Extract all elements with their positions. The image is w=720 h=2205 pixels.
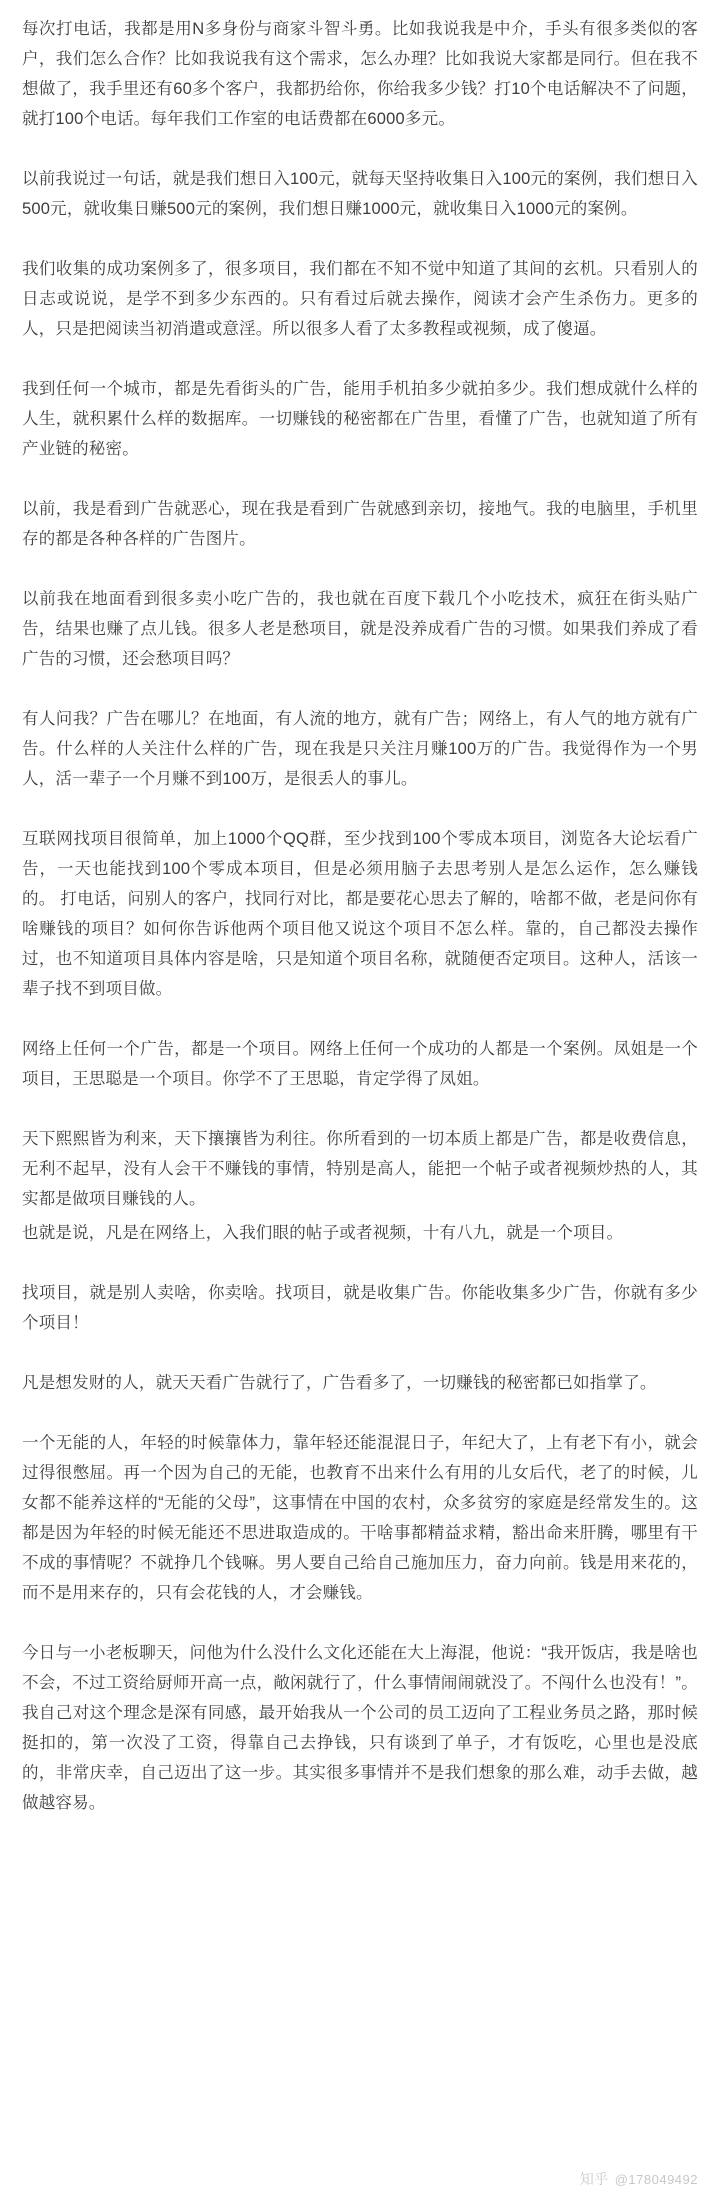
paragraph: 我到任何一个城市，都是先看街头的广告，能用手机拍多少就拍多少。我们想成就什么样的人生，就积累什么样的数据库。一切赚钱的秘密都在广告里，看懂了广告，也就知道了所有产业链的秘密。 <box>22 380 698 458</box>
watermark-user-id: @178049492 <box>614 2171 698 2187</box>
paragraph: 凡是想发财的人，就天天看广告就行了，广告看多了，一切赚钱的秘密都已如指掌了。 <box>22 1374 657 1392</box>
paragraph: 有人问我？广告在哪儿？在地面，有人流的地方，就有广告；网络上，有人气的地方就有广告。什么样的人关注什么样的广告，现在我是只关注月赚100万的广告。我觉得作为一个男人，活一辈子一个月赚不到100万，是很丢人的事儿。 <box>22 710 698 788</box>
paragraph: 我们收集的成功案例多了，很多项目，我们都在不知不觉中知道了其间的玄机。只看别人的日志或说说，是学不到多少东西的。只有看过后就去操作，阅读才会产生杀伤力。更多的人，只是把阅读当初消遣或意淫。所以很多人看了太多教程或视频，成了傻逼。 <box>22 260 698 338</box>
watermark <box>580 2169 698 2189</box>
paragraph: 互联网找项目很简单，加上1000个QQ群，至少找到100个零成本项目，浏览各大论坛看广告，一天也能找到100个零成本项目，但是必须用脑子去思考别人是怎么运作，怎么赚钱的。 打电话，问别人的客户，找同行对比，都是要花心思去了解的，啥都不做，老是问你有啥赚钱的项目？如何你告诉他两个项目他又说这个项目不怎么样。靠的，自己都没去操作过，也不知道项目具体内容是啥，只是知道个项目名称，就随便否定项目。这种人，活该一辈子找不到项目做。 <box>22 830 698 998</box>
paragraph: 以前我说过一句话，就是我们想日入100元，就每天坚持收集日入100元的案例，我们想日入500元，就收集日赚500元的案例，我们想日赚1000元，就收集日入1000元的案例。 <box>22 170 698 218</box>
paragraph: 每次打电话，我都是用N多身份与商家斗智斗勇。比如我说我是中介，手头有很多类似的客户，我们怎么合作？比如我说我有这个需求，怎么办理？比如我说大家都是同行。但在我不想做了，我手里还有60多个客户，我都扔给你，你给我多少钱？打10个电话解决不了问题，就打100个电话。每年我们工作室的电话费都在6000多元。 <box>22 20 698 128</box>
paragraph: 一个无能的人，年轻的时候靠体力，靠年轻还能混混日子，年纪大了，上有老下有小，就会过得很憋屈。再一个因为自己的无能，也教育不出来什么有用的儿女后代，老了的时候，儿女都不能养这样的“无能的父母”，这事情在中国的农村，众多贫穷的家庭是经常发生的。这都是因为年轻的时候无能还不思进取造成的。干啥事都精益求精，豁出命来肝腾，哪里有干不成的事情呢？不就挣几个钱嘛。男人要自己给自己施加压力，奋力向前。钱是用来花的，而不是用来存的，只有会花钱的人，才会赚钱。 <box>22 1434 698 1602</box>
paragraph: 以前我在地面看到很多卖小吃广告的，我也就在百度下载几个小吃技术，疯狂在街头贴广告，结果也赚了点儿钱。很多人老是愁项目，就是没养成看广告的习惯。如果我们养成了看广告的习惯，还会愁项目吗？ <box>22 590 698 668</box>
paragraph: 也就是说，凡是在网络上，入我们眼的帖子或者视频，十有八九，就是一个项目。 <box>22 1224 624 1242</box>
paragraph: 找项目，就是别人卖啥，你卖啥。找项目，就是收集广告。你能收集多少广告，你就有多少个项目！ <box>22 1284 698 1332</box>
paragraph: 以前，我是看到广告就恶心，现在我是看到广告就感到亲切，接地气。我的电脑里，手机里存的都是各种各样的广告图片。 <box>22 500 698 548</box>
paragraph: 天下熙熙皆为利来，天下攘攘皆为利往。你所看到的一切本质上都是广告，都是收费信息，无利不起早，没有人会干不赚钱的事情，特别是高人，能把一个帖子或者视频炒热的人，其实都是做项目赚钱的人。 <box>22 1130 698 1208</box>
paragraph: 网络上任何一个广告，都是一个项目。网络上任何一个成功的人都是一个案例。凤姐是一个项目，王思聪是一个项目。你学不了王思聪，肯定学得了凤姐。 <box>22 1040 698 1088</box>
zhihu-logo: 知乎 <box>579 2171 609 2187</box>
paragraph: 今日与一小老板聊天，问他为什么没什么文化还能在大上海混，他说：“我开饭店，我是啥也不会，不过工资给厨师开高一点，敞闲就行了，什么事情闹闹就没了。不闯什么也没有！”。 我自己对这个理念是深有同感，最开始我从一个公司的员工迈向了工程业务员之路，那时候挺扣的，第一次没了工资，得靠自己去挣钱，只有谈到了单子，才有饭吃，心里也是没底的，非常庆幸，自己迈出了这一步。其实很多事情并不是我们想象的那么难，动手去做，越做越容易。 <box>22 1644 698 1812</box>
